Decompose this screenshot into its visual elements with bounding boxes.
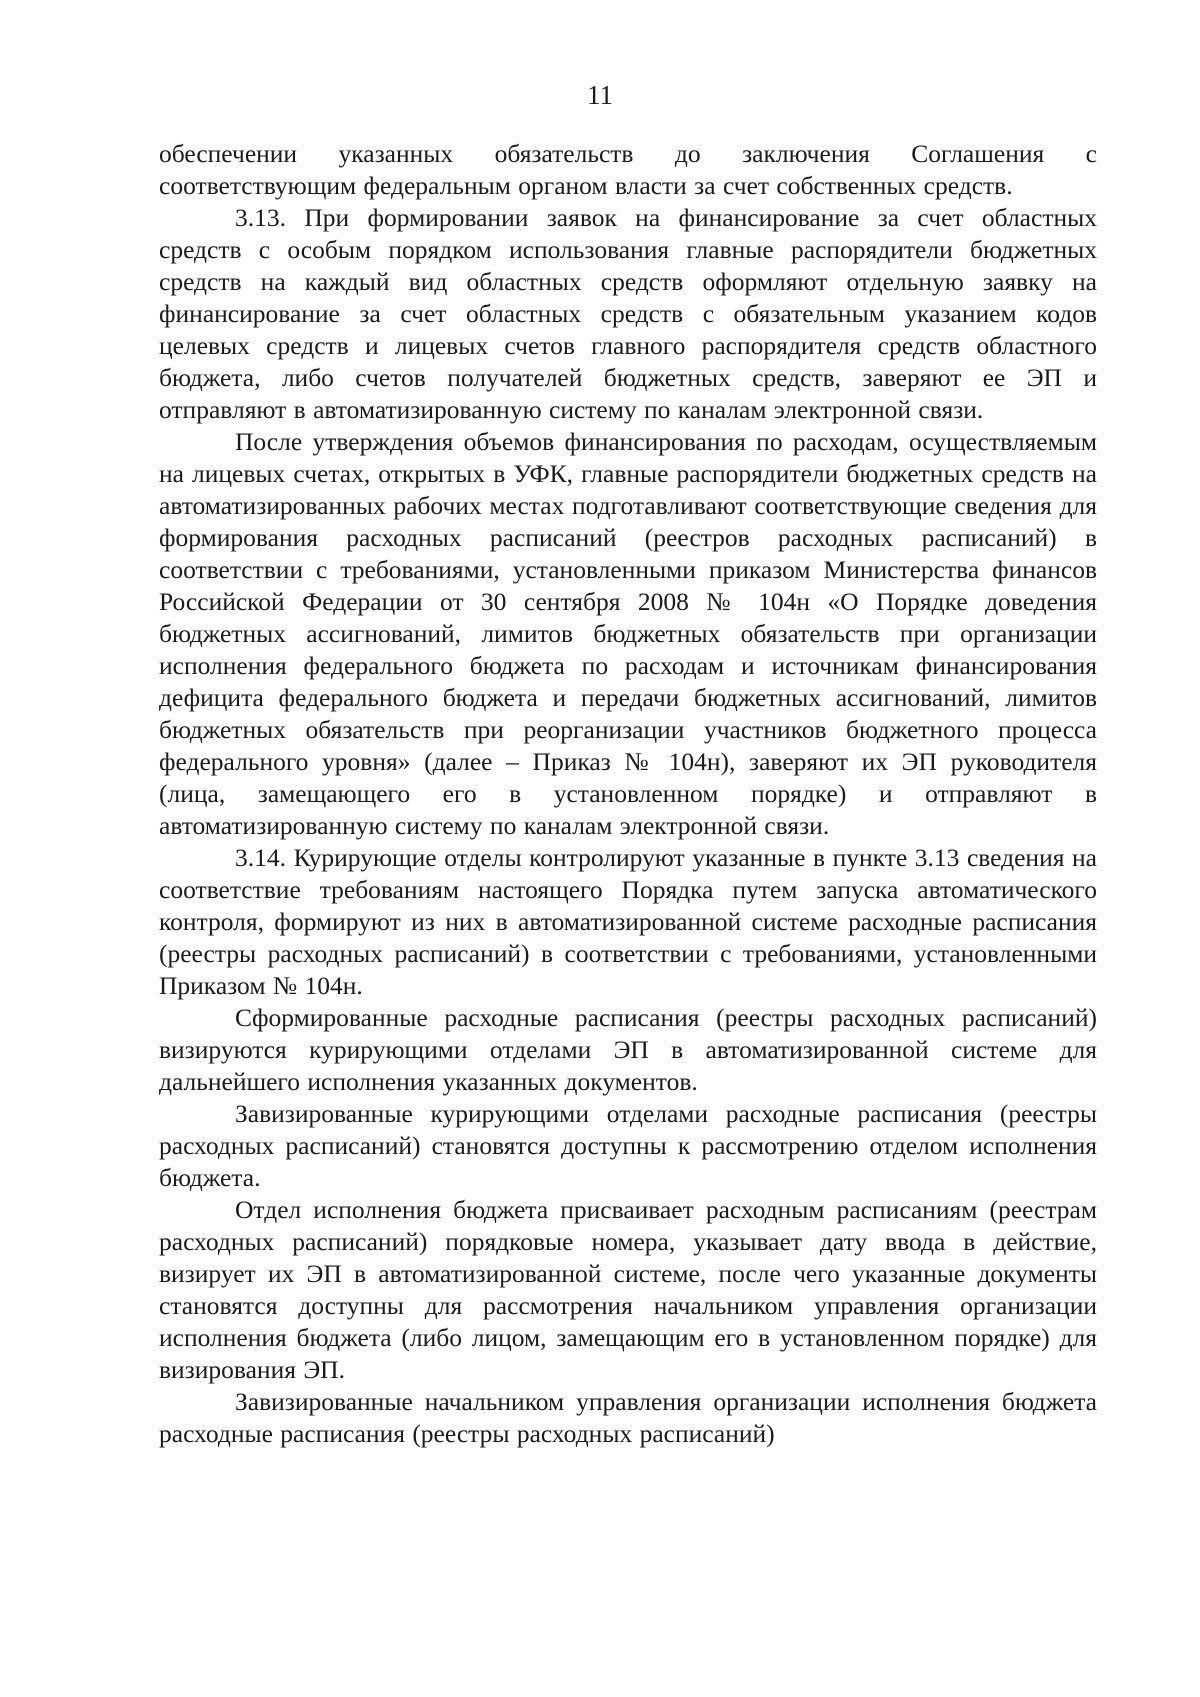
page-number: 11 xyxy=(587,80,613,110)
document-body xyxy=(159,138,1097,1450)
paragraph-continuation: обеспечении указанных обязательств до заключения Соглашения с соответствующим федеральным органом власти за счет собственных средств. xyxy=(159,139,1097,200)
paragraph-budget-execution-department: Отдел исполнения бюджета присваивает расходным расписаниям (реестрам расходных расписаний) порядковые номера, указывает дату ввода в действие, визирует их ЭП в автоматизированной системе, после чего указанные документы становятся доступны для рассмотрения начальником управления организации исполнения бюджета (либо лицом, замещающим его в установленном порядке) для визирования ЭП. xyxy=(159,1195,1097,1384)
paragraph-formed-schedules: Сформированные расходные расписания (реестры расходных расписаний) визируются курирующими отделами ЭП в автоматизированной системе для дальнейшего исполнения указанных документов. xyxy=(159,1003,1097,1096)
paragraph-3-13: 3.13. При формировании заявок на финансирование за счет областных средств с особым порядком использования главные распорядители бюджетных средств на каждый вид областных средств оформляют отдельную заявку на финансирование за счет областных средств с обязательным указанием кодов целевых средств и лицевых счетов главного распорядителя средств областного бюджета, либо счетов получателей бюджетных средств, заверяют ее ЭП и отправляют в автоматизированную систему по каналам электронной связи. xyxy=(159,203,1097,424)
paragraph-endorsed-by-head: Завизированные начальником управления организации исполнения бюджета расходные расписания (реестры расходных расписаний) xyxy=(159,1387,1097,1448)
paragraph-approval-volumes: После утверждения объемов финансирования по расходам, осуществляемым на лицевых счетах, открытых в УФК, главные распорядители бюджетных средств на автоматизированных рабочих местах подготавливают соответствующие сведения для формирования расходных расписаний (реестров расходных расписаний) в соответствии с требованиями, установленными приказом Министерства финансов Российской Федерации от 30 сентября 2008 № 104н «О Порядке доведения бюджетных ассигнований, лимитов бюджетных обязательств при организации исполнения федерального бюджета по расходам и источникам финансирования дефицита федерального бюджета и передачи бюджетных ассигнований, лимитов бюджетных обязательств при реорганизации участников бюджетного процесса федерального уровня» (далее – Приказ № 104н), заверяют их ЭП руководителя (лица, замещающего его в установленном порядке) и отправляют в автоматизированную систему по каналам электронной связи. xyxy=(159,427,1097,840)
paragraph-endorsed-schedules: Завизированные курирующими отделами расходные расписания (реестры расходных расписаний) становятся доступны к рассмотрению отделом исполнения бюджета. xyxy=(159,1099,1097,1192)
paragraph-3-14: 3.14. Курирующие отделы контролируют указанные в пункте 3.13 сведения на соответствие требованиям настоящего Порядка путем запуска автоматического контроля, формируют из них в автоматизированной системе расходные расписания (реестры расходных расписаний) в соответствии с требованиями, установленными Приказом № 104н. xyxy=(159,843,1097,1000)
